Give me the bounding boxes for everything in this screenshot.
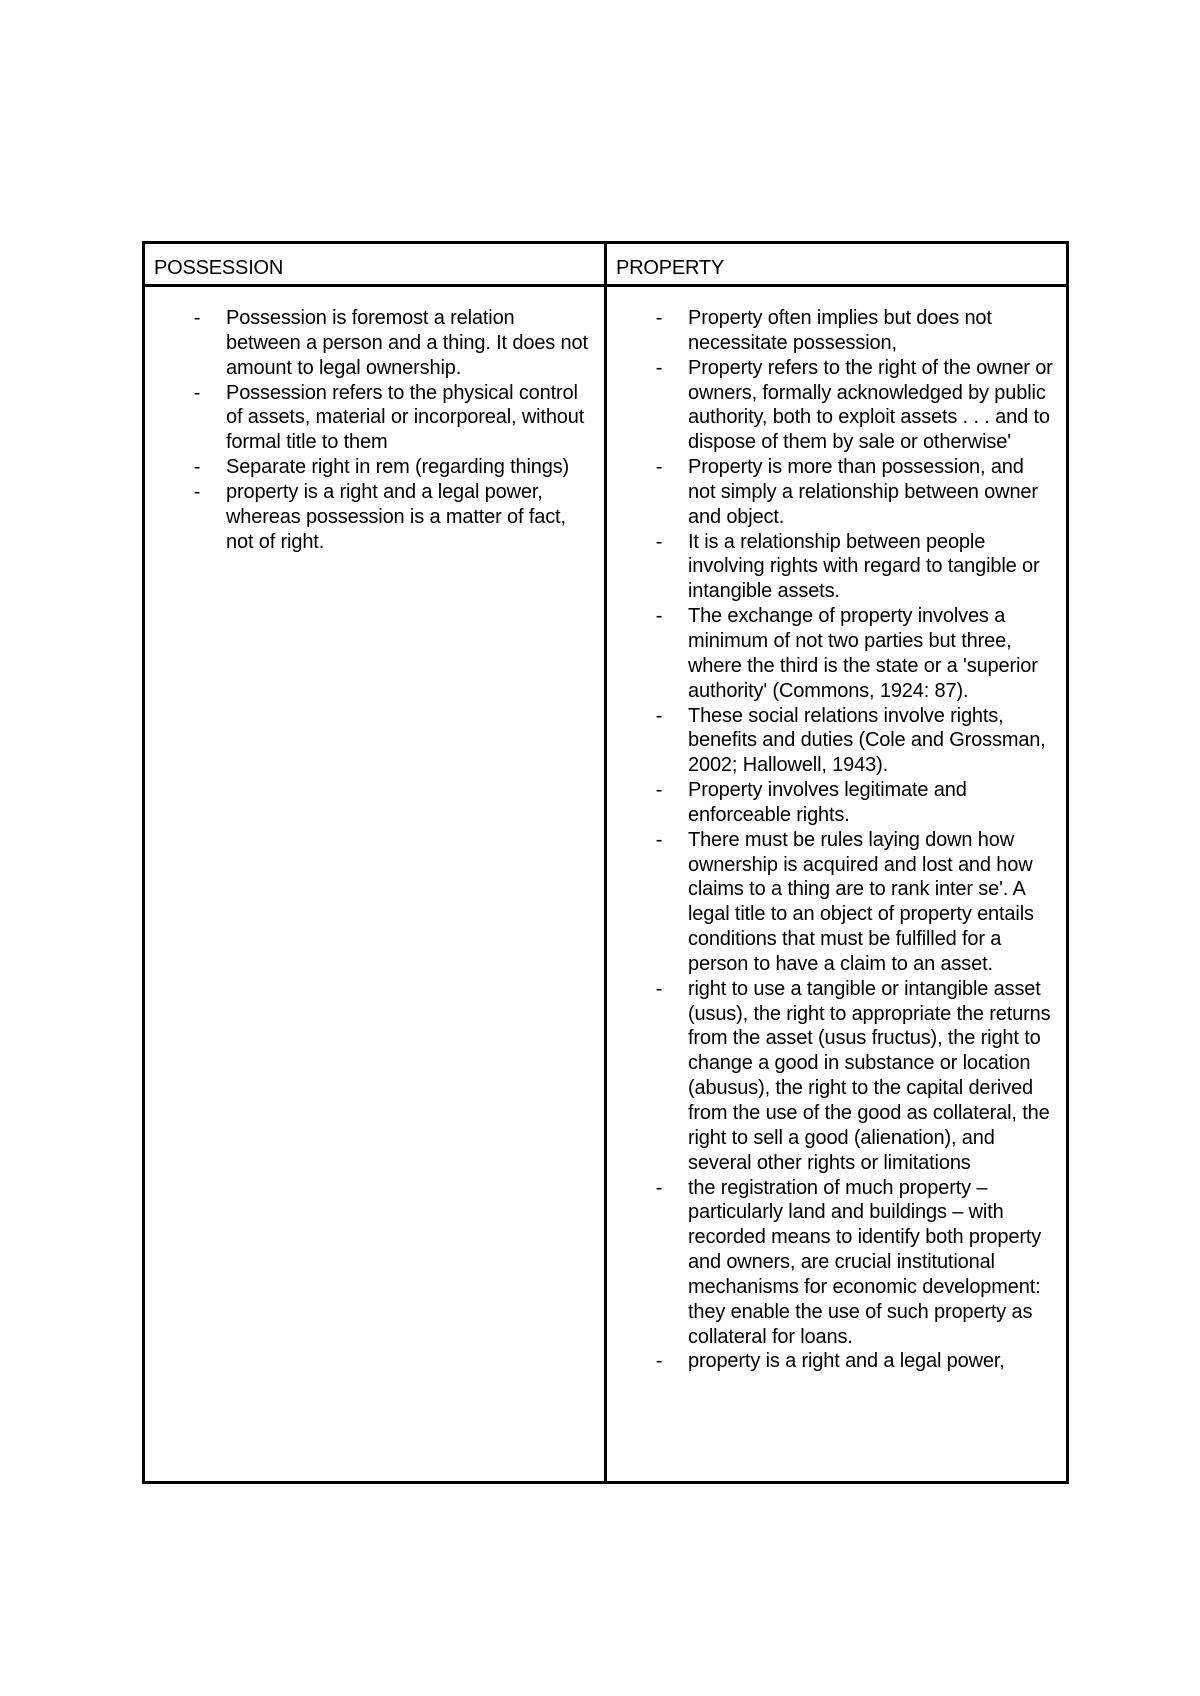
list-item (607, 977, 1066, 1176)
list-item-text: property is a right and a legal power, whereas possession is a matter of fact, not of right. (226, 480, 566, 553)
list-item (607, 604, 1066, 703)
list-item-text: property is a right and a legal power, (688, 1350, 1005, 1373)
bullet-dash: - (655, 605, 663, 628)
list-item-text: Separate right in rem (regarding things) (226, 456, 570, 479)
list-item (145, 455, 604, 480)
bullet-dash: - (193, 456, 201, 479)
bullet-dash: - (655, 828, 663, 851)
list-item-text: It is a relationship between people involving rights with regard to tangible or intangible assets. (688, 530, 1040, 603)
list-item (607, 1176, 1066, 1350)
bullet-dash: - (655, 356, 663, 379)
list-item (607, 704, 1066, 779)
property-header: PROPERTY (606, 243, 1068, 286)
bullet-dash: - (655, 704, 663, 727)
bullet-dash: - (655, 307, 663, 329)
list-item-text: Possession is foremost a relation between a person and a thing. It does not amount to legal ownership. (226, 307, 588, 379)
list-item (145, 306, 604, 381)
list-item (145, 381, 604, 456)
list-item-text: Property involves legitimate and enforceable rights. (688, 779, 967, 826)
possession-header: POSSESSION (144, 243, 606, 286)
list-item-text: right to use a tangible or intangible asset (usus), the right to appropriate the returns from the asset (usus fructus), the right to change a good in substance or location (abusus), the right to the capital derived from the use of the good as collateral, the right to sell a good (alienation), and several other rights or limitations (688, 977, 1051, 1174)
list-item (607, 306, 1066, 356)
possession-cell (144, 286, 606, 1483)
bullet-dash: - (655, 977, 663, 1000)
list-item-text: Property often implies but does not necessitate possession, (688, 307, 992, 354)
bullet-dash: - (655, 456, 663, 479)
list-item (607, 455, 1066, 530)
bullet-dash: - (193, 381, 201, 404)
list-item (607, 778, 1066, 828)
list-item-text: Property refers to the right of the owner or owners, formally acknowledged by public authority, both to exploit assets . . . and to dispose of them by sale or otherwise' (688, 356, 1053, 454)
list-item-text: the registration of much property – particularly land and buildings – with recorded means to identify both property and owners, are crucial institutional mechanisms for economic development: they enable the use of such property as collateral for loans. (688, 1176, 1042, 1348)
list-item-text: The exchange of property involves a minimum of not two parties but three, where the third is the state or a 'superior authority' (Commons, 1924: 87). (688, 605, 1038, 702)
list-item-text: Property is more than possession, and not simply a relationship between owner and object. (688, 456, 1038, 528)
list-item-text: Possession refers to the physical control of assets, material or incorporeal, without formal title to them (226, 381, 585, 454)
list-item-text: These social relations involve rights, benefits and duties (Cole and Grossman, 2002; Hallowell, 1943). (688, 704, 1046, 777)
list-item (607, 1349, 1066, 1374)
table-body-row (144, 286, 1068, 1483)
list-item-text: There must be rules laying down how ownership is acquired and lost and how claims to a thing are to rank inter se'. A legal title to an object of property entails conditions that must be fulfilled for a person to have a claim to an asset. (688, 828, 1034, 975)
bullet-dash: - (193, 480, 201, 503)
table-header-row (144, 243, 1068, 286)
bullet-dash: - (655, 779, 663, 802)
possession-property-comparison-table (142, 241, 1069, 1484)
property-cell (606, 286, 1068, 1483)
possession-list (145, 306, 604, 554)
bullet-dash: - (655, 530, 663, 553)
list-item (607, 530, 1066, 605)
list-item (607, 356, 1066, 455)
list-item (145, 480, 604, 555)
bullet-dash: - (655, 1350, 663, 1373)
list-item (607, 828, 1066, 977)
property-list (607, 306, 1066, 1374)
bullet-dash: - (655, 1176, 663, 1199)
bullet-dash: - (193, 307, 201, 329)
